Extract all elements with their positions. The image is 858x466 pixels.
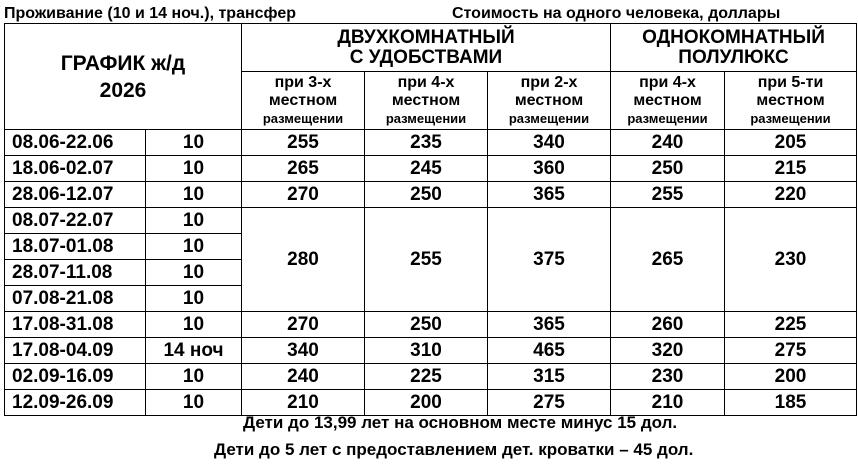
price-cell: 315 (488, 364, 611, 390)
price-cell: 220 (725, 182, 857, 208)
price-cell: 320 (611, 338, 725, 364)
price-cell: 255 (242, 130, 365, 156)
price-cell-merged: 230 (725, 208, 857, 312)
price-cell: 185 (725, 390, 857, 416)
price-cell: 365 (488, 182, 611, 208)
price-cell: 200 (725, 364, 857, 390)
date-range-cell: 18.06-02.07 (5, 156, 146, 182)
price-cell: 310 (365, 338, 488, 364)
schedule-title-line1: ГРАФИК ж/д (60, 51, 186, 75)
date-range-cell: 08.06-22.06 (5, 130, 146, 156)
schedule-title (5, 24, 242, 130)
category-two-room-line2: С УДОБСТВАМИ (349, 46, 503, 68)
price-cell: 465 (488, 338, 611, 364)
price-cell: 340 (242, 338, 365, 364)
price-cell: 250 (611, 156, 725, 182)
price-cell: 245 (365, 156, 488, 182)
header-right-text: Стоимость на одного человека, доллары (452, 5, 781, 22)
category-junior-suite-line2: ПОЛУЛЮКС (678, 46, 789, 68)
date-range-cell: 18.07-01.08 (5, 234, 146, 260)
nights-cell: 10 (146, 390, 242, 416)
price-cell: 215 (725, 156, 857, 182)
price-cell: 275 (725, 338, 857, 364)
nights-cell: 10 (146, 182, 242, 208)
nights-cell: 10 (146, 208, 242, 234)
date-range-cell: 28.06-12.07 (5, 182, 146, 208)
category-two-room (242, 24, 611, 72)
date-range-cell: 02.09-16.09 (5, 364, 146, 390)
subheader-cell: при 2-х местном размещении (488, 72, 611, 130)
price-cell: 240 (611, 130, 725, 156)
price-cell: 365 (488, 312, 611, 338)
date-range-cell: 28.07-11.08 (5, 260, 146, 286)
price-cell: 235 (365, 130, 488, 156)
price-cell-merged: 265 (611, 208, 725, 312)
date-range-cell: 12.09-26.09 (5, 390, 146, 416)
price-cell: 275 (488, 390, 611, 416)
table-row (5, 182, 857, 208)
children-note-1: Дети до 13,99 лет на основном месте минус 15 дол. (243, 413, 678, 432)
date-range-cell: 17.08-31.08 (5, 312, 146, 338)
nights-cell: 10 (146, 260, 242, 286)
price-cell: 260 (611, 312, 725, 338)
price-cell: 360 (488, 156, 611, 182)
price-cell-merged: 280 (242, 208, 365, 312)
category-two-room-line1: ДВУХКОМНАТНЫЙ (337, 26, 515, 48)
header-left-text: Проживание (10 и 14 ноч.), трансфер (4, 5, 296, 22)
table-row (5, 156, 857, 182)
table-row (5, 130, 857, 156)
date-range-cell: 17.08-04.09 (5, 338, 146, 364)
price-cell: 250 (365, 312, 488, 338)
table-row (5, 364, 857, 390)
subheader-cell: при 4-х местном размещении (611, 72, 725, 130)
category-junior-suite-line1: ОДНОКОМНАТНЫЙ (642, 26, 825, 48)
subheader-cell: при 4-х местном размещении (365, 72, 488, 130)
date-range-cell: 07.08-21.08 (5, 286, 146, 312)
price-cell: 200 (365, 390, 488, 416)
price-cell: 210 (611, 390, 725, 416)
subheader-cell: при 5-ти местном размещении (725, 72, 857, 130)
price-cell: 225 (725, 312, 857, 338)
price-cell: 230 (611, 364, 725, 390)
nights-cell: 10 (146, 156, 242, 182)
price-cell: 250 (365, 182, 488, 208)
date-range-cell: 08.07-22.07 (5, 208, 146, 234)
price-cell: 225 (365, 364, 488, 390)
nights-cell: 10 (146, 286, 242, 312)
nights-cell: 14 ноч (146, 338, 242, 364)
schedule-title-line2: 2026 (99, 78, 147, 102)
price-cell: 255 (611, 182, 725, 208)
price-cell-merged: 255 (365, 208, 488, 312)
price-cell: 270 (242, 312, 365, 338)
children-note-2: Дети до 5 лет с предоставлением дет. кроватки – 45 дол. (214, 440, 694, 459)
price-cell: 265 (242, 156, 365, 182)
price-cell: 340 (488, 130, 611, 156)
price-cell: 205 (725, 130, 857, 156)
price-table (4, 23, 857, 416)
table-row (5, 390, 857, 416)
nights-cell: 10 (146, 312, 242, 338)
category-junior-suite (611, 24, 857, 72)
table-row (5, 208, 857, 234)
price-cell-merged: 375 (488, 208, 611, 312)
table-row (5, 312, 857, 338)
nights-cell: 10 (146, 364, 242, 390)
nights-cell: 10 (146, 234, 242, 260)
nights-cell: 10 (146, 130, 242, 156)
price-cell: 240 (242, 364, 365, 390)
subheader-cell: при 3-х местном размещении (242, 72, 365, 130)
price-cell: 270 (242, 182, 365, 208)
price-cell: 210 (242, 390, 365, 416)
table-row (5, 338, 857, 364)
